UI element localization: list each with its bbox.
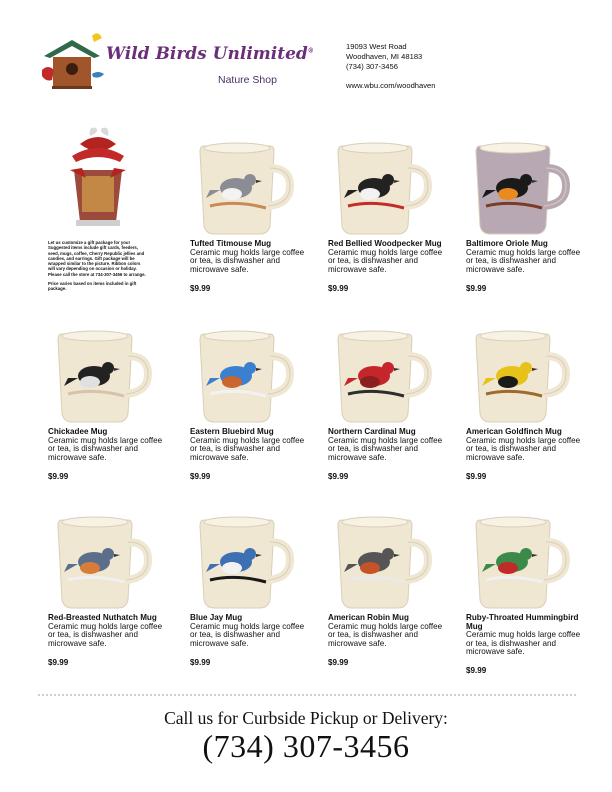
divider xyxy=(38,694,576,696)
store-phone-number[interactable]: (734) 307-3456 xyxy=(202,728,410,764)
product-description: Ceramic mug holds large coffee or tea, is dishwasher and microwave safe. xyxy=(466,630,581,657)
product-name: Baltimore Oriole Mug xyxy=(466,239,548,248)
gift-package xyxy=(48,126,148,292)
product-name: Northern Cardinal Mug xyxy=(328,427,416,436)
robin-mug-icon xyxy=(328,512,438,612)
store-address xyxy=(346,42,435,91)
gift-price-note: Price varies based on items included in gift package. xyxy=(48,281,137,292)
product-card[interactable] xyxy=(48,326,166,481)
product-card[interactable] xyxy=(328,138,446,293)
product-price: $9.99 xyxy=(190,471,211,481)
product-name: Eastern Bluebird Mug xyxy=(190,427,274,436)
brand-logo xyxy=(40,30,314,94)
product-description: Ceramic mug holds large coffee or tea, is dishwasher and microwave safe. xyxy=(328,247,443,274)
gift-basket-icon xyxy=(66,126,132,234)
product-card[interactable] xyxy=(190,326,308,481)
titmouse-mug-icon xyxy=(190,138,300,238)
product-name: Blue Jay Mug xyxy=(190,613,243,622)
product-price: $9.99 xyxy=(466,471,487,481)
product-price: $9.99 xyxy=(190,657,211,667)
nuthatch-mug-icon xyxy=(48,512,158,612)
product-price: $9.99 xyxy=(466,666,487,676)
product-card[interactable] xyxy=(190,138,308,293)
product-description: Ceramic mug holds large coffee or tea, is dishwasher and microwave safe. xyxy=(190,621,305,648)
product-card[interactable] xyxy=(328,326,446,481)
product-description: Ceramic mug holds large coffee or tea, is dishwasher and microwave safe. xyxy=(328,621,443,648)
product-description: Ceramic mug holds large coffee or tea, is dishwasher and microwave safe. xyxy=(466,247,581,274)
brand-subtitle: Nature Shop xyxy=(218,74,277,86)
address-website[interactable]: www.wbu.com/woodhaven xyxy=(346,81,436,90)
address-city: Woodhaven, MI 48183 xyxy=(346,52,423,61)
product-card[interactable] xyxy=(48,512,166,667)
product-name: Chickadee Mug xyxy=(48,427,108,436)
birdhouse-logo-icon xyxy=(40,30,110,94)
bluejay-mug-icon xyxy=(190,512,300,612)
product-card[interactable] xyxy=(466,138,584,293)
curbside-call-to-action: Call us for Curbside Pickup or Delivery: xyxy=(164,708,448,728)
oriole-mug-icon xyxy=(466,138,576,238)
cardinal-mug-icon xyxy=(328,326,438,426)
product-name: Red-Breasted Nuthatch Mug xyxy=(48,613,157,622)
product-price: $9.99 xyxy=(328,283,349,293)
hummingbird-mug-icon xyxy=(466,512,576,612)
product-description: Ceramic mug holds large coffee or tea, is dishwasher and microwave safe. xyxy=(190,247,305,274)
product-price: $9.99 xyxy=(190,283,211,293)
brand-name: Wild Birds Unlimited® xyxy=(106,44,314,64)
woodpecker-mug-icon xyxy=(328,138,438,238)
product-name: Ruby-Throated Hummingbird Mug xyxy=(466,613,579,631)
product-name: Tufted Titmouse Mug xyxy=(190,239,272,248)
product-description: Ceramic mug holds large coffee or tea, is dishwasher and microwave safe. xyxy=(48,621,163,648)
product-description: Ceramic mug holds large coffee or tea, is dishwasher and microwave safe. xyxy=(48,435,163,462)
product-card[interactable] xyxy=(466,512,584,675)
product-name: American Robin Mug xyxy=(328,613,409,622)
product-description: Ceramic mug holds large coffee or tea, is dishwasher and microwave safe. xyxy=(328,435,443,462)
chickadee-mug-icon xyxy=(48,326,158,426)
product-card[interactable] xyxy=(466,326,584,481)
product-description: Ceramic mug holds large coffee or tea, is dishwasher and microwave safe. xyxy=(466,435,581,462)
address-phone: (734) 307-3456 xyxy=(346,62,398,71)
product-price: $9.99 xyxy=(328,471,349,481)
address-street: 19093 West Road xyxy=(346,42,407,51)
goldfinch-mug-icon xyxy=(466,326,576,426)
product-price: $9.99 xyxy=(466,283,487,293)
gift-description: Let us customize a gift package for you! Suggested items include gift cards, feeders, seed, mugs, coffee, Cherry Republic jellies and candies, and earrings. Gift package will be wrapped similar to the picture. Ribbon colors will vary depending on occasion or holiday. Please call the store at 734-307-3456 to arrange. xyxy=(48,240,146,277)
product-card[interactable] xyxy=(190,512,308,667)
product-name: American Goldfinch Mug xyxy=(466,427,562,436)
product-price: $9.99 xyxy=(48,657,69,667)
product-description: Ceramic mug holds large coffee or tea, is dishwasher and microwave safe. xyxy=(190,435,305,462)
product-price: $9.99 xyxy=(328,657,349,667)
product-name: Red Bellied Woodpecker Mug xyxy=(328,239,442,248)
product-card[interactable] xyxy=(328,512,446,667)
bluebird-mug-icon xyxy=(190,326,300,426)
product-price: $9.99 xyxy=(48,471,69,481)
